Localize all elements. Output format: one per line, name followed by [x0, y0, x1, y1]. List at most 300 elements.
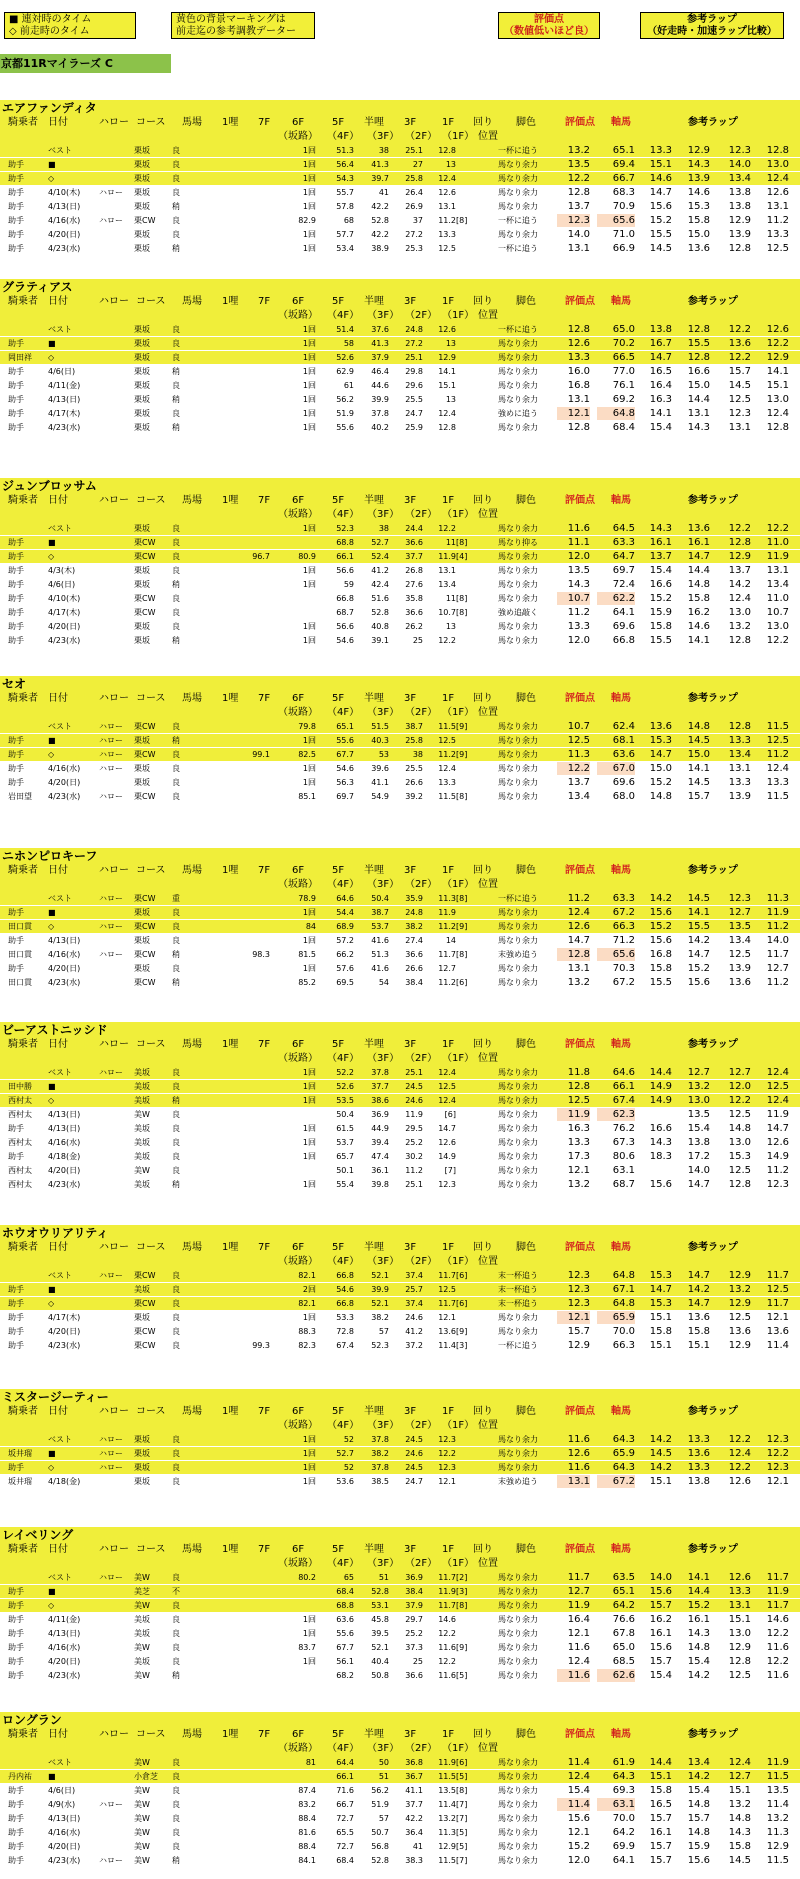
cell: 良 — [172, 1313, 180, 1322]
cell: 15.5 — [649, 977, 672, 988]
cell: 38.2 — [371, 1449, 389, 1458]
cell: 13.9 — [728, 229, 751, 240]
horse-section — [0, 478, 800, 648]
header-subcell: （1F） — [442, 879, 475, 890]
cell: 良 — [172, 908, 180, 917]
header-cell: 馬場 — [182, 1039, 202, 1050]
cell: 14.1 — [438, 367, 456, 376]
cell: 62.3 — [597, 1108, 635, 1121]
cell: 良 — [172, 174, 180, 183]
cell: 12.8 — [728, 721, 751, 732]
header-subcell: （2F） — [405, 707, 438, 718]
cell: 4/23(水) — [48, 1671, 81, 1680]
cell: 馬なり余力 — [498, 1138, 538, 1147]
workout-row — [0, 620, 800, 633]
cell: 栗坂 — [134, 353, 150, 362]
cell: 4/20(日) — [48, 1657, 81, 1666]
cell: 馬なり余力 — [498, 188, 538, 197]
cell: 64.5 — [612, 523, 635, 534]
header-cell: 騎乗者 — [8, 1039, 38, 1050]
cell: 25 — [412, 636, 423, 645]
header-cell: 評価点 — [565, 1406, 595, 1417]
cell: 69.5 — [336, 978, 354, 987]
cell: 1回 — [302, 1463, 316, 1472]
cell: 35.9 — [405, 894, 423, 903]
cell: 栗坂 — [134, 244, 150, 253]
cell: 11.2 — [766, 921, 789, 932]
cell: 52 — [343, 1435, 354, 1444]
header-cell: 7F — [258, 693, 271, 704]
cell: 4/10(木) — [48, 188, 81, 197]
cell: 良 — [172, 1463, 180, 1472]
cell: 14.8 — [687, 579, 710, 590]
cell: 良 — [172, 778, 180, 787]
cell: 11.4 — [438, 1800, 456, 1809]
header-cell: コース — [136, 1242, 166, 1253]
cell: 14.5 — [649, 1448, 672, 1459]
cell: 12.5 — [438, 1082, 456, 1091]
cell: ◇ — [48, 1601, 55, 1610]
cell: 良 — [172, 160, 180, 169]
cell: 強め追敲く — [498, 608, 538, 617]
cell: 11.2 — [567, 607, 590, 618]
cell: 栗CW — [134, 1341, 156, 1350]
cell: 64.1 — [612, 1855, 635, 1866]
cell: 1回 — [302, 936, 316, 945]
cell: 12.3 — [728, 408, 751, 419]
cell: 56.6 — [336, 622, 354, 631]
cell: 馬なり余力 — [498, 1587, 538, 1596]
cell: 65.5 — [336, 1828, 354, 1837]
header-cell: 3F — [404, 1242, 417, 1253]
header-subcell: （2F） — [405, 1743, 438, 1754]
cell: 15.8 — [687, 1326, 710, 1337]
header-cell: 軸馬 — [611, 117, 631, 128]
cell: 96.7 — [252, 552, 270, 561]
rating-title: 評価点 — [534, 14, 564, 25]
cell: 11.3 — [567, 749, 590, 760]
cell: 良 — [172, 1341, 180, 1350]
cell: 63.3 — [612, 537, 635, 548]
cell: ハロー — [99, 1271, 123, 1280]
header-cell: 軸馬 — [611, 1406, 631, 1417]
cell: 36.1 — [371, 1166, 389, 1175]
cell: 稍 — [172, 950, 180, 959]
cell: 15.1 — [687, 1340, 710, 1351]
cell: 美坂 — [134, 1096, 150, 1105]
cell: 68.0 — [612, 791, 635, 802]
workout-row — [0, 1571, 800, 1584]
header-cell: 1哩 — [222, 1729, 239, 1740]
cell: 99.1 — [252, 750, 270, 759]
cell: 田中勝 — [8, 1082, 32, 1091]
cell: 丹内祐 — [8, 1772, 32, 1781]
cell: 馬なり余力 — [498, 1601, 538, 1610]
cell: 16.1 — [687, 537, 710, 548]
cell: 4/9(水) — [48, 1800, 76, 1809]
cell: 13.4 — [728, 935, 751, 946]
cell: 4/16(水) — [48, 764, 81, 773]
cell: 稍 — [172, 1180, 180, 1189]
cell: 美芝 — [134, 1587, 150, 1596]
cell: 50.8 — [371, 1671, 389, 1680]
header-cell: 参考ラップ — [688, 1544, 738, 1555]
note-box — [171, 12, 315, 39]
cell: 良 — [172, 1327, 180, 1336]
workout-row — [0, 1122, 800, 1135]
cell: 末強め追う — [498, 950, 538, 959]
cell: 50.4 — [371, 894, 389, 903]
cell: ■ — [48, 339, 56, 348]
cell: 12.1 — [567, 1165, 590, 1176]
cell: 12.4 — [438, 764, 456, 773]
cell: 87.4 — [298, 1786, 316, 1795]
header-cell: 6F — [292, 495, 305, 506]
cell: 稍 — [172, 202, 180, 211]
cell: 助手 — [8, 367, 24, 376]
header-cell: 参考ラップ — [688, 117, 738, 128]
cell: 13.3 — [728, 1586, 751, 1597]
column-header — [0, 295, 800, 323]
cell: 53.7 — [336, 1138, 354, 1147]
header-cell: 参考ラップ — [688, 296, 738, 307]
cell: 馬なり余力 — [498, 922, 538, 931]
cell: 45.8 — [371, 1615, 389, 1624]
cell: 4/23(水) — [48, 1341, 81, 1350]
cell: 38.4 — [405, 978, 423, 987]
cell: 61 — [343, 381, 354, 390]
cell: 26.2 — [405, 622, 423, 631]
cell: 41.6 — [371, 964, 389, 973]
header-cell: 5F — [332, 1039, 345, 1050]
cell: 栗CW — [134, 750, 156, 759]
cell: 末一杯追う — [498, 1271, 538, 1280]
cell: 12.2 — [766, 1448, 789, 1459]
cell: 39.4 — [371, 1138, 389, 1147]
cell: 1回 — [302, 1615, 316, 1624]
cell: 25.5 — [405, 395, 423, 404]
cell: 4/18(金) — [48, 1152, 81, 1161]
header-cell: 1F — [442, 1039, 455, 1050]
cell: 12.4 — [567, 907, 590, 918]
cell: 助手 — [8, 1786, 24, 1795]
cell: 13.2 — [766, 1813, 789, 1824]
cell: ハロー — [99, 950, 123, 959]
cell: 12.7 — [766, 963, 789, 974]
cell: 14.3 — [728, 1827, 751, 1838]
workout-row — [0, 172, 800, 185]
cell: ハロー — [99, 750, 123, 759]
cell: 良 — [172, 792, 180, 801]
cell: 53.3 — [336, 1313, 354, 1322]
cell: 12.6 — [438, 188, 456, 197]
cell: 12.2 — [766, 635, 789, 646]
cell: 助手 — [8, 381, 24, 390]
cell: 26.9 — [405, 202, 423, 211]
cell: 12.4 — [567, 1656, 590, 1667]
cell: ハロー — [99, 1449, 123, 1458]
cell: [9] — [456, 1643, 468, 1652]
header-cell: 騎乗者 — [8, 865, 38, 876]
cell: 良 — [172, 936, 180, 945]
header-cell: 参考ラップ — [688, 693, 738, 704]
header-cell: 馬場 — [182, 495, 202, 506]
cell: 1回 — [302, 622, 316, 631]
cell: 美坂 — [134, 1629, 150, 1638]
cell: 14 — [445, 936, 456, 945]
cell: 16.7 — [649, 338, 672, 349]
cell: 美坂 — [134, 1285, 150, 1294]
cell: 4/13(日) — [48, 936, 81, 945]
cell: 13.3 — [728, 777, 751, 788]
cell: 1回 — [302, 566, 316, 575]
header-cell: 日付 — [48, 495, 68, 506]
cell: 栗CW — [134, 950, 156, 959]
cell: 1回 — [302, 188, 316, 197]
cell: 12.9 — [567, 1340, 590, 1351]
cell: 1回 — [302, 1138, 316, 1147]
cell: 13.4 — [728, 749, 751, 760]
workout-row — [0, 214, 800, 227]
cell: ■ — [48, 1449, 56, 1458]
header-subcell: （坂路） — [278, 1053, 318, 1064]
cell: 栗坂 — [134, 1449, 150, 1458]
cell: 不 — [172, 1587, 180, 1596]
cell: 47.4 — [371, 1152, 389, 1161]
cell: 11.3 — [438, 894, 456, 903]
cell: 13.2 — [728, 1799, 751, 1810]
header-cell: 日付 — [48, 865, 68, 876]
workout-row — [0, 522, 800, 535]
workout-row — [0, 1641, 800, 1654]
cell: 37.7 — [405, 552, 423, 561]
cell: 11.9 — [567, 1600, 590, 1611]
cell: 52.6 — [336, 353, 354, 362]
workout-row — [0, 762, 800, 775]
cell: 15.0 — [649, 763, 672, 774]
header-subcell: 位置 — [478, 1420, 498, 1431]
cell: 助手 — [8, 244, 24, 253]
cell: 助手 — [8, 622, 24, 631]
cell: 42.2 — [371, 230, 389, 239]
header-cell: ハロー — [99, 693, 129, 704]
cell: 12.8 — [567, 1081, 590, 1092]
cell: 50 — [378, 1758, 389, 1767]
header-cell: 3F — [404, 1406, 417, 1417]
workout-row — [0, 1164, 800, 1177]
cell: 岡田祥 — [8, 353, 32, 362]
cell: 64.8 — [612, 1270, 635, 1281]
workout-row — [0, 578, 800, 591]
cell: 良 — [172, 1152, 180, 1161]
cell: 1回 — [302, 367, 316, 376]
cell: 36.6 — [405, 608, 423, 617]
cell: 65.9 — [612, 1448, 635, 1459]
cell: 53 — [378, 750, 389, 759]
cell: 50.4 — [336, 1110, 354, 1119]
cell: 12.5 — [766, 243, 789, 254]
cell: 52.3 — [336, 524, 354, 533]
cell: 14.5 — [728, 380, 751, 391]
cell: 13.2 — [567, 977, 590, 988]
workout-row — [0, 1325, 800, 1338]
cell: 4/11(金) — [48, 381, 81, 390]
header-cell: 5F — [332, 1729, 345, 1740]
cell: 15.6 — [649, 907, 672, 918]
cell: 40.2 — [371, 423, 389, 432]
cell: 12.6 — [728, 1572, 751, 1583]
cell: 70.9 — [612, 201, 635, 212]
cell: 4/6(日) — [48, 580, 76, 589]
cell: 馬なり余力 — [498, 1435, 538, 1444]
cell: 16.2 — [687, 607, 710, 618]
header-subcell: （4F） — [327, 509, 360, 520]
cell: 13.0 — [728, 1628, 751, 1639]
cell: 栗CW — [134, 1327, 156, 1336]
cell: 62.4 — [612, 721, 635, 732]
cell: 坂井瑠 — [8, 1477, 32, 1486]
cell: 4/17(木) — [48, 1313, 81, 1322]
cell: 11.0 — [766, 593, 789, 604]
cell: 美W — [134, 1110, 150, 1119]
cell: 15.8 — [649, 621, 672, 632]
cell: 12.0 — [567, 1855, 590, 1866]
cell: 38.2 — [405, 922, 423, 931]
cell: 11.6 — [766, 1670, 789, 1681]
cell: 12.5 — [766, 1081, 789, 1092]
cell: 13.5 — [438, 1786, 456, 1795]
cell: [9] — [456, 1327, 468, 1336]
cell: 馬なり余力 — [498, 1828, 538, 1837]
header-cell: 1F — [442, 1242, 455, 1253]
cell: 16.3 — [649, 394, 672, 405]
cell: 13.3 — [567, 621, 590, 632]
cell: 助手 — [8, 1587, 24, 1596]
cell: 馬なり余力 — [498, 778, 538, 787]
cell: 14.8 — [687, 721, 710, 732]
header-cell: 1F — [442, 865, 455, 876]
cell: 69.7 — [612, 565, 635, 576]
header-cell: 3F — [404, 296, 417, 307]
cell: 12.2 — [438, 524, 456, 533]
cell: 14.1 — [687, 1572, 710, 1583]
cell: ハロー — [99, 1573, 123, 1582]
cell: 15.4 — [687, 1656, 710, 1667]
workout-row — [0, 892, 800, 905]
cell: 15.2 — [567, 1841, 590, 1852]
column-header — [0, 1543, 800, 1571]
cell: 4/13(日) — [48, 1110, 81, 1119]
horse-section — [0, 1712, 800, 1868]
header-cell: コース — [136, 495, 166, 506]
header-cell: 5F — [332, 1406, 345, 1417]
cell: 馬なり余力 — [498, 381, 538, 390]
header-subcell: 位置 — [478, 310, 498, 321]
header-cell: 評価点 — [565, 117, 595, 128]
cell: 15.2 — [649, 215, 672, 226]
cell: 15.4 — [687, 1123, 710, 1134]
cell: 44.9 — [371, 1124, 389, 1133]
cell: 16.5 — [649, 366, 672, 377]
cell: 栗CW — [134, 978, 156, 987]
cell: 栗坂 — [134, 622, 150, 631]
cell: [8] — [456, 538, 468, 547]
cell: 14.9 — [649, 1095, 672, 1106]
cell: 13.6 — [649, 721, 672, 732]
cell: 37.9 — [371, 353, 389, 362]
workout-row — [0, 1150, 800, 1163]
header-cell: 5F — [332, 1544, 345, 1555]
cell: 82.9 — [298, 216, 316, 225]
cell: [6] — [456, 1758, 468, 1767]
cell: 66.7 — [336, 1800, 354, 1809]
cell: 13.1 — [567, 394, 590, 405]
cell: 13.0 — [687, 1095, 710, 1106]
header-cell: 日付 — [48, 117, 68, 128]
header-cell: 軸馬 — [611, 495, 631, 506]
cell: 81.6 — [298, 1828, 316, 1837]
cell: 馬なり余力 — [498, 524, 538, 533]
header-cell: 評価点 — [565, 693, 595, 704]
cell: 12.2 — [438, 1449, 456, 1458]
cell: 良 — [172, 325, 180, 334]
cell: 53.7 — [371, 922, 389, 931]
header-cell: 3F — [404, 1729, 417, 1740]
cell: 4/23(水) — [48, 792, 81, 801]
header-cell: 3F — [404, 117, 417, 128]
cell: 15.7 — [567, 1326, 590, 1337]
cell: 稍 — [172, 1096, 180, 1105]
cell: 馬なり余力 — [498, 908, 538, 917]
cell: 51 — [378, 1772, 389, 1781]
cell: 66.2 — [336, 950, 354, 959]
header-subcell: 位置 — [478, 1558, 498, 1569]
cell: 助手 — [8, 608, 24, 617]
cell: 12.8 — [728, 537, 751, 548]
header-subcell: （4F） — [327, 310, 360, 321]
cell: 14.5 — [687, 777, 710, 788]
header-subcell: （4F） — [327, 1743, 360, 1754]
cell: 12.4 — [728, 1757, 751, 1768]
header-cell: 3F — [404, 1039, 417, 1050]
cell: 14.6 — [766, 1614, 789, 1625]
header-cell: 7F — [258, 865, 271, 876]
cell: 13.1 — [687, 408, 710, 419]
cell: 助手 — [8, 538, 24, 547]
cell: 82.1 — [298, 1299, 316, 1308]
cell: 田口貫 — [8, 950, 32, 959]
cell: 助手 — [8, 764, 24, 773]
cell: 12.6 — [567, 921, 590, 932]
cell: [3] — [456, 1341, 468, 1350]
header-subcell: （2F） — [405, 131, 438, 142]
cell: 82.3 — [298, 1341, 316, 1350]
workout-row — [0, 790, 800, 803]
cell: 16.1 — [649, 1827, 672, 1838]
cell: 栗坂 — [134, 339, 150, 348]
cell: 25.1 — [405, 353, 423, 362]
cell: 4/13(日) — [48, 1124, 81, 1133]
header-cell: 5F — [332, 693, 345, 704]
cell: 37.3 — [405, 1643, 423, 1652]
cell: 美W — [134, 1166, 150, 1175]
cell: 1回 — [302, 381, 316, 390]
cell: 14.3 — [649, 523, 672, 534]
header-cell: 半哩 — [364, 1544, 384, 1555]
cell: 12.8 — [687, 324, 710, 335]
cell: 馬なり余力 — [498, 1671, 538, 1680]
header-cell: 回り — [473, 117, 493, 128]
